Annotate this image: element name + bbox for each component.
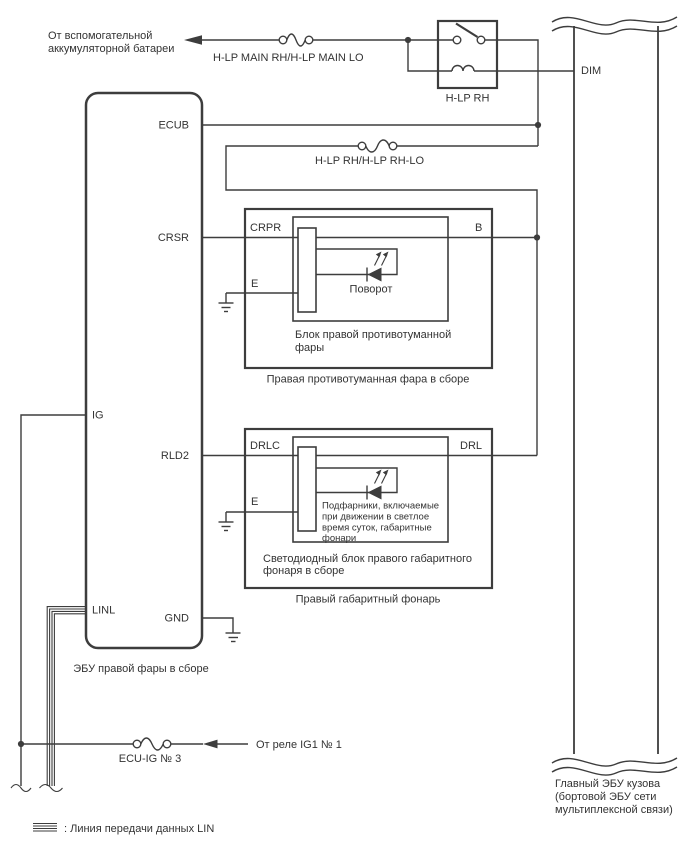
battery-feed [48, 30, 453, 71]
drl-assembly-caption: Правый габаритный фонарь [295, 593, 441, 606]
ground-icon [219, 293, 234, 312]
pin-label-e: E [251, 278, 259, 290]
drl-unit-caption: Светодиодный блок правого габаритного [263, 553, 472, 565]
fog-lamp-assembly [202, 209, 537, 386]
fog-assembly-caption: Правая противотуманная фара в сборе [266, 373, 470, 386]
ecu-box [86, 93, 202, 648]
fuse-hlp-main-icon [279, 34, 313, 46]
wire [226, 146, 537, 456]
battery-source-label: аккумуляторной батареи [48, 43, 175, 55]
drl-lamp-assembly [202, 429, 537, 606]
body-ecu-bus [552, 17, 677, 816]
fuse-ecu-ig-icon [133, 738, 171, 750]
relay-label: H-LP RH [445, 92, 490, 105]
body-ecu-caption: Главный ЭБУ кузова [555, 778, 661, 790]
fog-unit-caption: фары [295, 342, 325, 354]
pin-label-crsr: CRSR [157, 232, 189, 244]
fog-unit-caption: Блок правой противотуманной [295, 329, 452, 341]
pin-label-drlc: DRLC [250, 440, 280, 452]
body-ecu-caption: (бортовой ЭБУ сети [555, 791, 657, 803]
ecu-caption: ЭБУ правой фары в сборе [73, 663, 209, 675]
ground-icon [219, 512, 234, 531]
pin-label-ecub: ECUB [158, 119, 189, 132]
break-wave-icon [552, 17, 677, 34]
headlight-ecu [73, 93, 240, 675]
light-emission-arrows-icon [375, 470, 389, 484]
fuse-hlp-main-label: H-LP MAIN RH/H-LP MAIN LO [213, 52, 364, 64]
break-wave-icon [40, 785, 63, 792]
led-function-note: при движении в светлое [322, 511, 430, 523]
junction-dot [535, 122, 541, 128]
pin-label-linl: LINL [92, 604, 116, 617]
ig-source-label: От реле IG1 № 1 [256, 739, 342, 751]
body-ecu-caption: мультиплексной связи) [555, 804, 673, 816]
light-emission-arrows-icon [375, 252, 389, 266]
led-function-label: Поворот [349, 283, 393, 296]
fuse-ecu-ig-label: ECU-IG № 3 [118, 753, 182, 765]
left-arrow-icon [203, 740, 218, 749]
pin-label-b: B [475, 222, 483, 234]
pin-label-crpr: CRPR [250, 222, 282, 234]
pin-label-drl: DRL [460, 440, 483, 452]
lin-line [40, 607, 87, 792]
led-icon [367, 268, 382, 282]
relay-hlp-rh [438, 21, 574, 146]
left-arrow-icon [184, 35, 202, 45]
pin-label-rld2: RLD2 [160, 450, 189, 462]
pin-label-dim: DIM [581, 65, 602, 77]
wire-gnd [202, 618, 233, 633]
wire-switch-out [485, 40, 538, 146]
led-loop-wire [316, 249, 397, 275]
fog-connector [298, 228, 316, 312]
relay-coil-icon [452, 66, 474, 72]
pin-label-e: E [251, 496, 259, 508]
legend [33, 823, 214, 835]
lin-line-symbol-icon [33, 824, 57, 832]
led-function-note: время суток, габаритные [322, 522, 432, 534]
relay-switch-icon [453, 24, 485, 44]
fuse-hlp-rh-icon [358, 140, 397, 152]
led-function-note: Подфарники, включаемые [322, 500, 440, 512]
legend-lin-label: : Линия передачи данных LIN [64, 823, 215, 835]
wire [408, 40, 452, 71]
pin-label-ig: IG [92, 409, 104, 422]
pin-label-gnd: GND [164, 612, 189, 625]
drl-unit-caption: фонаря в сборе [263, 565, 345, 577]
ground-icon [226, 633, 241, 642]
wire-ig [21, 415, 86, 786]
break-wave-icon [552, 758, 677, 775]
led-icon [367, 486, 382, 500]
battery-source-label: От вспомогательной [48, 30, 153, 42]
drl-connector [298, 447, 316, 531]
fuse-hlp-rh-label: H-LP RH/H-LP RH-LO [315, 155, 425, 167]
led-function-note: фонари [322, 533, 357, 544]
